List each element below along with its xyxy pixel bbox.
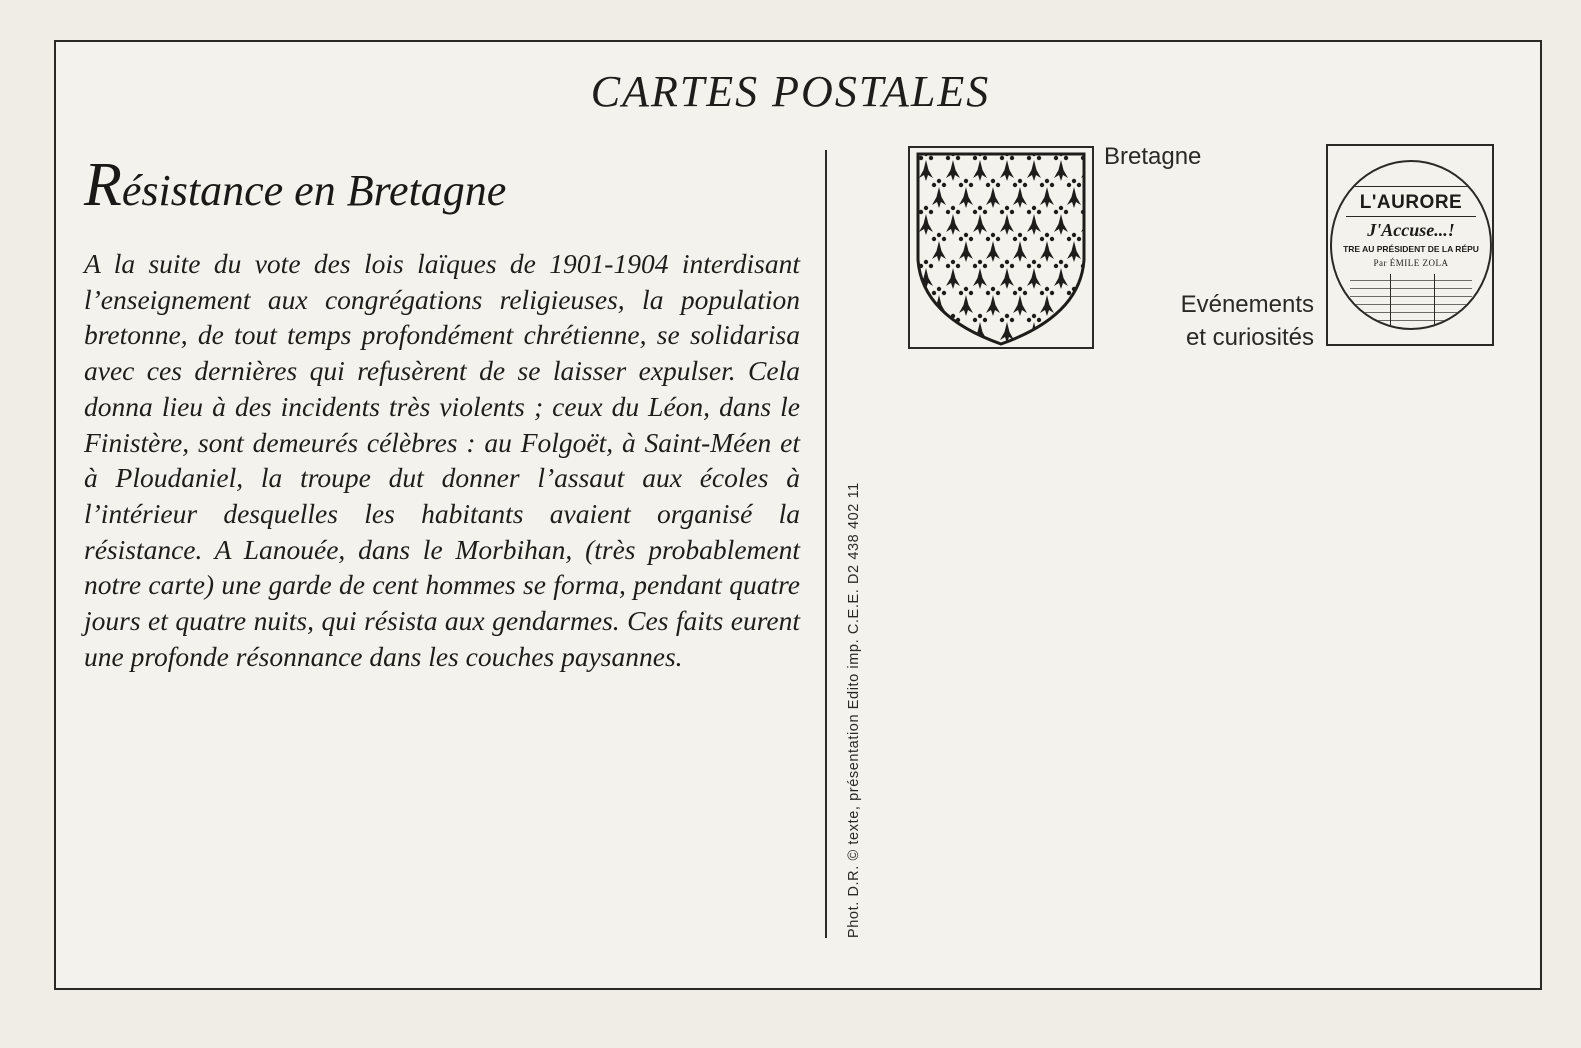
header-title: CARTES POSTALES <box>590 67 991 116</box>
stamp-byline: Par ÉMILE ZOLA <box>1373 258 1449 268</box>
credit-line: Phot. D.R. © texte, présentation Edito imp. C.E.E. D2 438 402 11 <box>846 482 862 938</box>
body-text: A la suite du vote des lois laïques de 1901-1904 interdisant l’enseignement aux congrégations religieuses, la population bretonne, de tout temps profondément chrétienne, se solidarisa avec ces dernières qui refusèrent de se laisser expulser. Cela donna lieu à des incidents très violents ; ceux du Léon, dans le Finistère, sont demeurés célèbres : au Folgoët, à Saint-Méen et à Ploudaniel, la troupe dut donner l’assaut aux écoles à l’intérieur desquelles les habitants avaient organisé la résistance. A Lanouée, dans le Morbihan, (très probablement notre carte) une garde de cent hommes se forma, pendant quatre jours et quatre nuits, qui résista aux gendarmes. Ces faits eurent une profonde résonnance dans les couches paysannes. <box>84 248 800 672</box>
stamp-subheadline: TRE AU PRÉSIDENT DE LA RÉPU <box>1343 244 1479 254</box>
theme-label <box>1120 288 1314 354</box>
theme-label-line2: et curiosités <box>1185 324 1314 351</box>
vertical-divider <box>825 150 827 938</box>
card-title-initial: R <box>84 151 122 219</box>
stamp-masthead: L'AURORE <box>1359 192 1463 213</box>
card-title-rest: ésistance en Bretagne <box>121 166 507 215</box>
stamp-columns <box>1350 274 1472 326</box>
stamp-rule <box>1346 186 1476 187</box>
stamp-rule <box>1346 216 1476 217</box>
stamp-headline: J'Accuse...! <box>1367 220 1455 240</box>
card-title <box>84 150 506 221</box>
region-label: Bretagne <box>1104 143 1202 170</box>
newspaper-stamp <box>1330 160 1492 330</box>
stamp-box <box>1326 144 1494 346</box>
theme-label-line1: Evénements <box>1180 291 1314 318</box>
ermine-shield-icon <box>910 148 1092 347</box>
region-emblem-box <box>908 146 1094 349</box>
